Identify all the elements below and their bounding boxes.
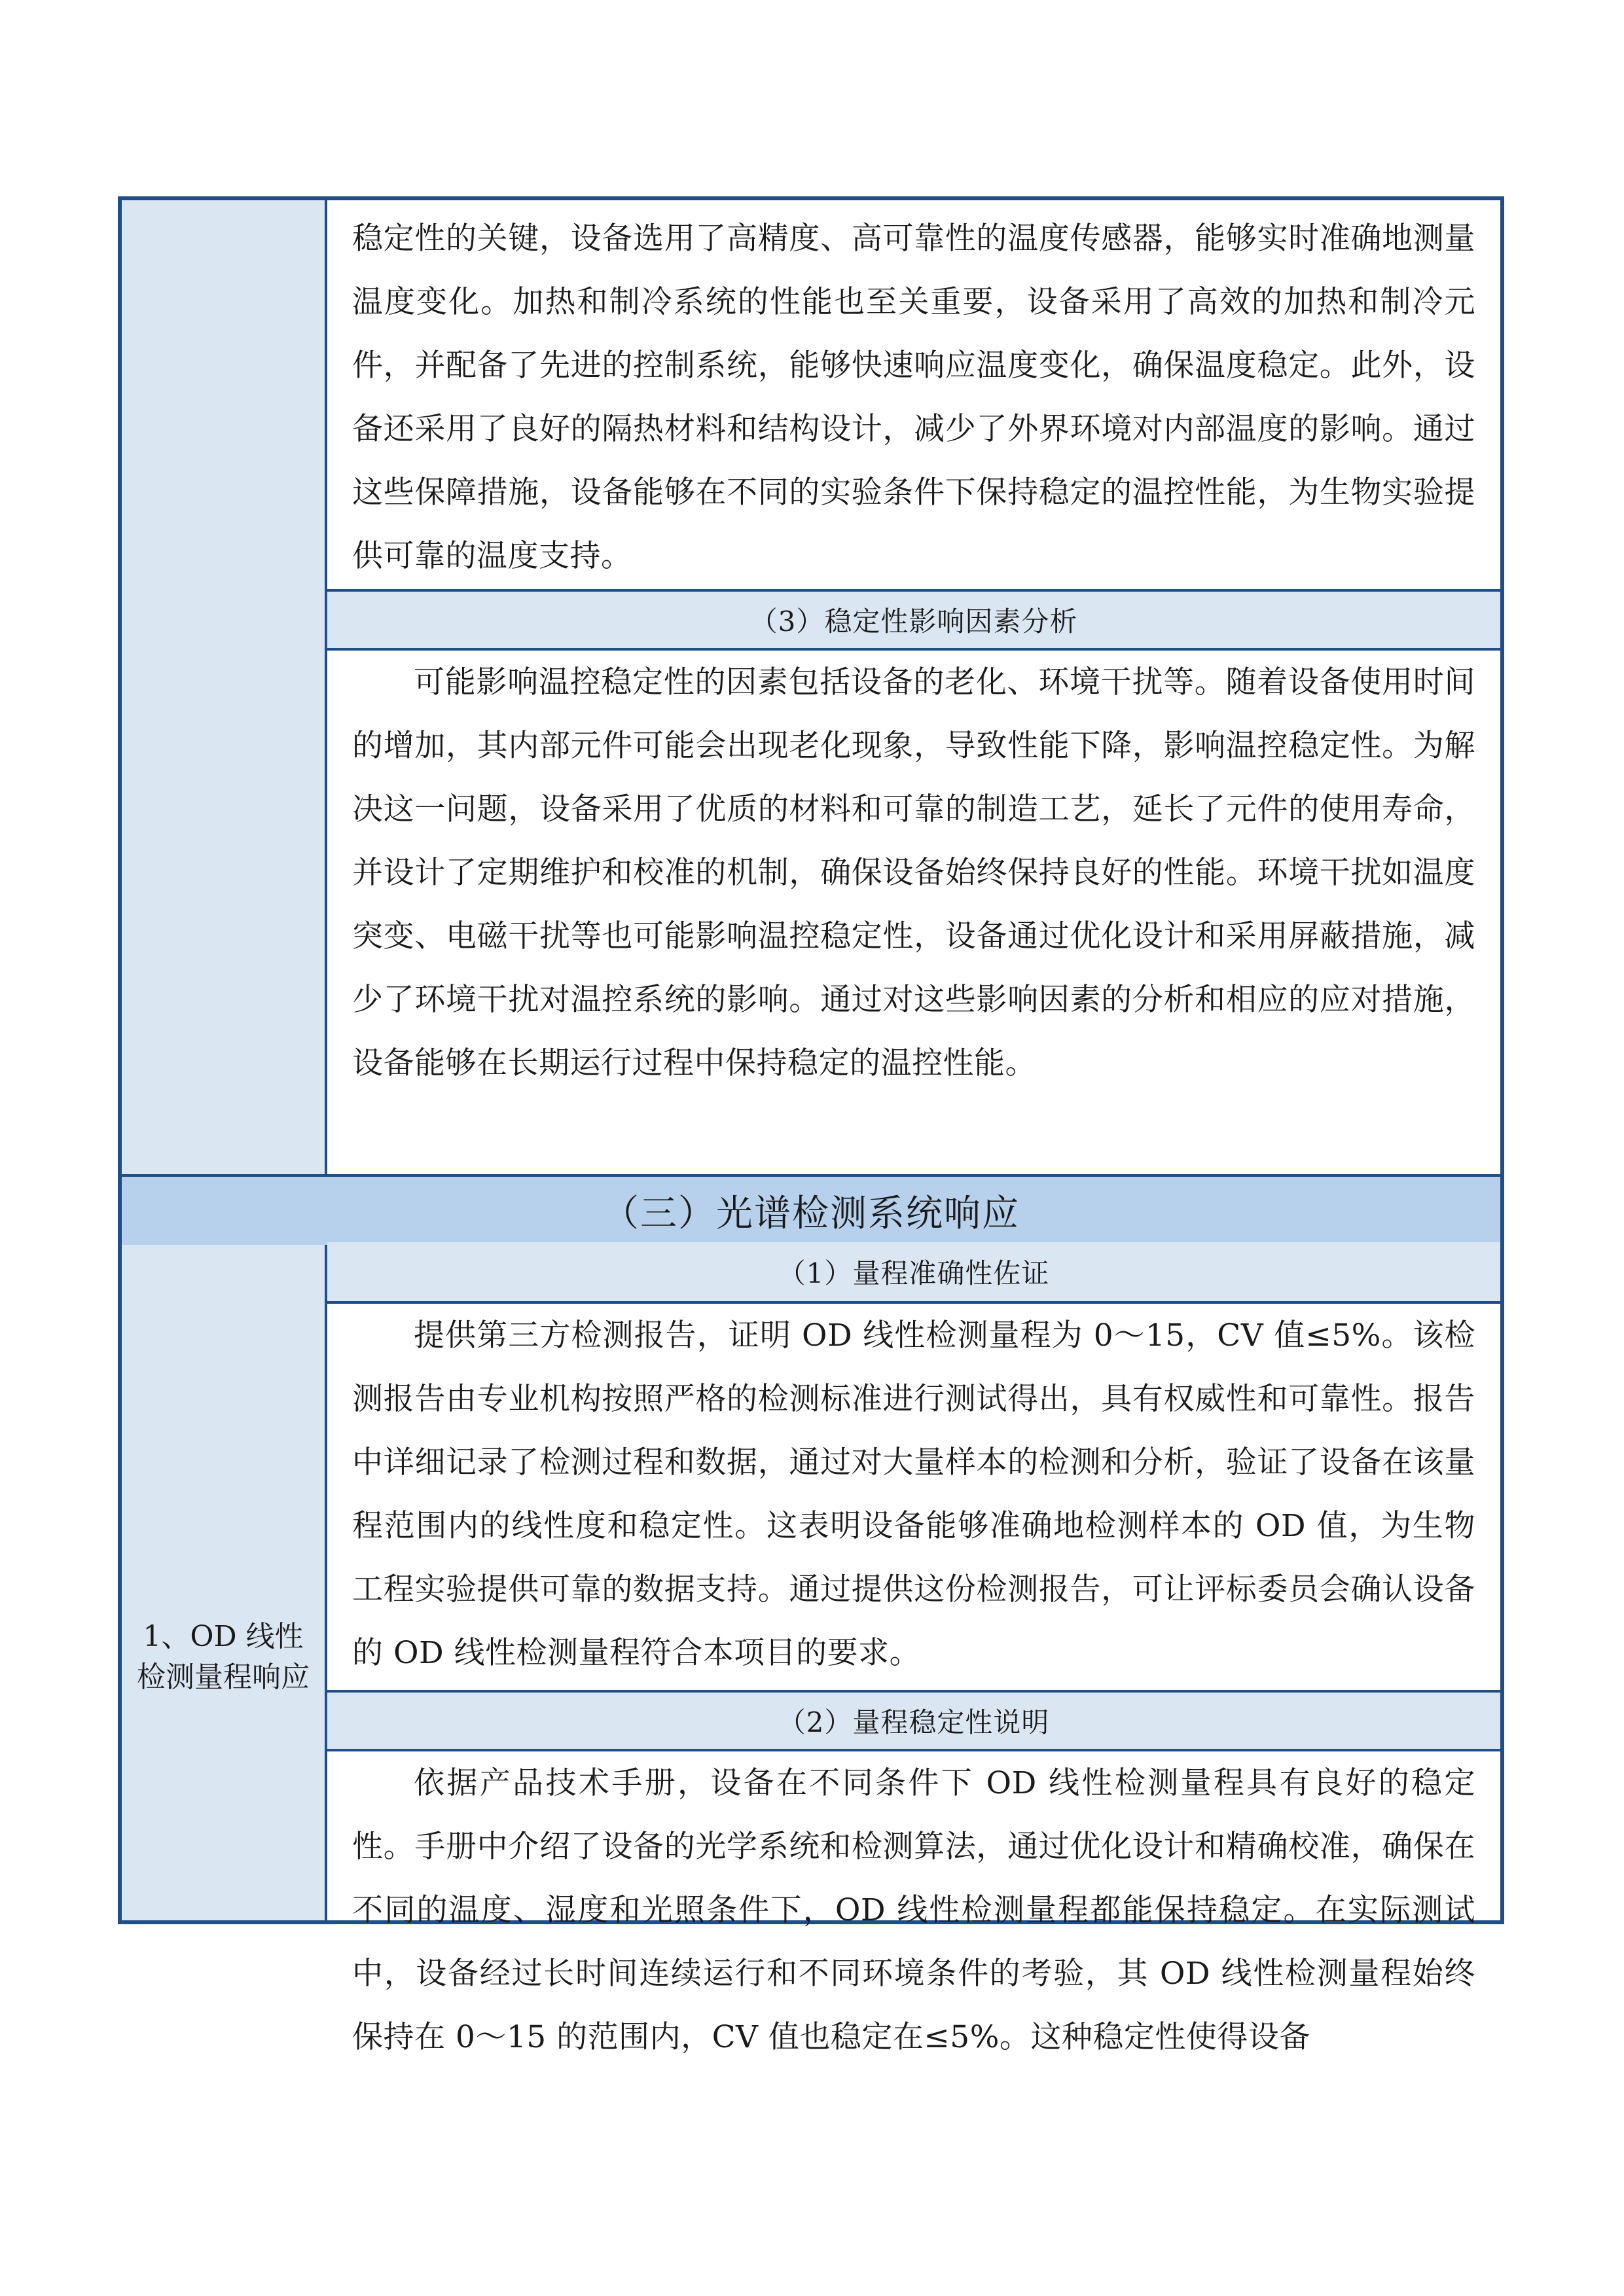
paragraph-range-accuracy: 提供第三方检测报告，证明 OD 线性检测量程为 0～15，CV 值≤5%。该检测报告由专业机构按照严格的检测标准进行测试得出，具有权威性和可靠性。报告中详细记录了检测过程和数据，通过对大量样本的检测和分析，验证了设备在该量程范围内的线性度和稳定性。这表明设备能够准确地检测样本的 OD 值，为生物工程实验提供可靠的数据支持。通过提供这份检测报告，可让评标委员会确认设备的 OD 线性检测量程符合本项目的要求。 [352, 1318, 1475, 1671]
paragraph-range-stability: 依据产品技术手册，设备在不同条件下 OD 线性检测量程具有良好的稳定性。手册中介绍了设备的光学系统和检测算法，通过优化设计和精确校准，确保在不同的温度、湿度和光照条件下，OD 线性检测量程都能保持稳定。在实际测试中，设备经过长时间连续运行和不同环境条件的考验，其 OD 线性检测量程始终保持在 0～15 的范围内，CV 值也稳定在≤5%。这种稳定性使得设备 [352, 1765, 1475, 2055]
right-column-lower [327, 1245, 1500, 2055]
left-column-upper [122, 200, 327, 1177]
left-column-lower [122, 1245, 327, 1920]
section-title-bar: （三）光谱检测系统响应 [122, 1174, 1500, 1247]
document-table [118, 196, 1504, 2055]
paragraph-stability-factors: 可能影响温控稳定性的因素包括设备的老化、环境干扰等。随着设备使用时间的增加，其内部元件可能会出现老化现象，导致性能下降，影响温控稳定性。为解决这一问题，设备采用了优质的材料和可靠的制造工艺，延长了元件的使用寿命，并设计了定期维护和校准的机制，确保设备始终保持良好的性能。环境干扰如温度突变、电磁干扰等也可能影响温控稳定性，设备通过优化设计和采用屏蔽措施，减少了环境干扰对温控系统的影响。通过对这些影响因素的分析和相应的应对措施，设备能够在长期运行过程中保持稳定的温控性能。 [352, 664, 1475, 1081]
subheading-stability-factors: （3）稳定性影响因素分析 [327, 589, 1500, 651]
paragraph-continued: 稳定性的关键，设备选用了高精度、高可靠性的温度传感器，能够实时准确地测量温度变化。加热和制冷系统的性能也至关重要，设备采用了高效的加热和制冷元件，并配备了先进的控制系统，能够快速响应温度变化，确保温度稳定。此外，设备还采用了良好的隔热材料和结构设计，减少了外界环境对内部温度的影响。通过这些保障措施，设备能够在不同的实验条件下保持稳定的温控性能，为生物实验提供可靠的温度支持。 [352, 221, 1475, 574]
right-column-upper [327, 200, 1500, 1177]
subheading-range-accuracy: （1）量程准确性佐证 [327, 1242, 1500, 1304]
subheading-range-stability: （2）量程稳定性说明 [327, 1690, 1500, 1751]
item-label-od-range: 1、OD 线性检测量程响应 [137, 1620, 310, 1694]
